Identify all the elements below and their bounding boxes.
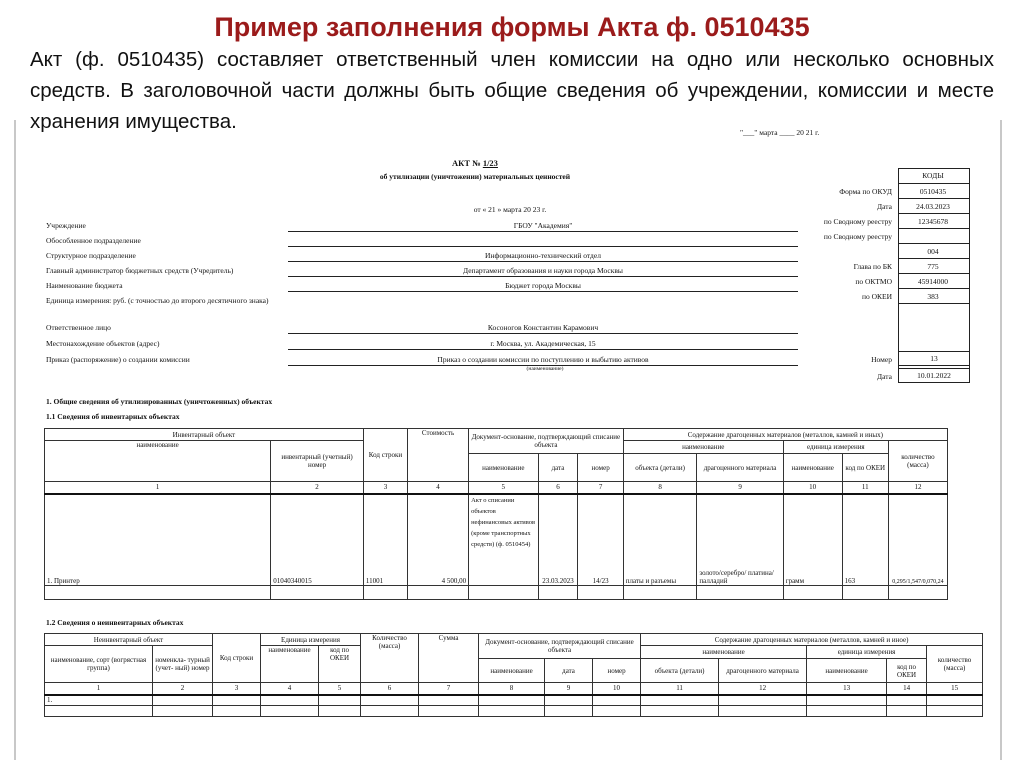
column-number: 4 <box>261 683 319 695</box>
section-1-2-heading: 1.2 Сведения о неинвентарных объектах <box>46 618 184 627</box>
column-number: 10 <box>593 683 641 695</box>
column-number: 6 <box>361 683 419 695</box>
table-header: Сумма <box>419 634 479 683</box>
table-header: номер <box>578 454 623 482</box>
top-date: "___" марта ____ 20 21 г. <box>740 128 820 137</box>
field-label: Единица измерения: руб. (с точностью до второго десятичного знака) <box>46 296 269 305</box>
table-header: номер <box>593 659 641 683</box>
column-number: 5 <box>469 482 538 494</box>
table-cell: грамм <box>783 494 842 586</box>
field-value: Информационно-технический отдел <box>485 251 601 260</box>
column-number: 11 <box>842 482 888 494</box>
code-label: Дата <box>877 202 892 211</box>
table-cell: Акт о списании объектов нефинансовых активов (кроме транспортных средств) (ф. 0510454) <box>469 494 538 586</box>
column-number: 10 <box>783 482 842 494</box>
table-header: Стоимость <box>408 429 469 482</box>
column-number: 11 <box>641 683 719 695</box>
column-number: 12 <box>719 683 807 695</box>
code-label: по Сводному реестру <box>823 232 892 241</box>
code-value: 0510435 <box>919 187 947 196</box>
table-header: наименование <box>623 441 783 454</box>
code-value: 45914000 <box>918 277 948 286</box>
table-header: наименование <box>783 454 842 482</box>
table-cell: платы и разъемы <box>623 494 697 586</box>
field-label: Местонахождение объектов (адрес) <box>46 339 160 348</box>
table-header: Количество (масса) <box>361 634 419 683</box>
table-cell: 4 500,00 <box>408 494 469 586</box>
table-header: Единица измерения <box>261 634 361 646</box>
column-number: 8 <box>479 683 545 695</box>
column-number: 1 <box>45 683 153 695</box>
code-label: Глава по БК <box>853 262 892 271</box>
table-header: Неинвентарный объект <box>45 634 213 646</box>
table-header: объекта (детали) <box>641 659 719 683</box>
column-number: 9 <box>697 482 783 494</box>
code-value: 004 <box>927 247 939 256</box>
table-cell: 0,295/1,547/0,070,24 <box>888 494 947 586</box>
code-value: 775 <box>927 262 939 271</box>
act-subtitle: об утилизации (уничтожении) материальных ценностей <box>379 172 571 181</box>
slide-title: Пример заполнения формы Акта ф. 0510435 <box>214 12 810 42</box>
scan-edge-left <box>14 120 22 760</box>
table-header: количество (масса) <box>927 646 983 683</box>
table-header: дата <box>538 454 578 482</box>
field-label: Обособленное подразделение <box>46 236 141 245</box>
column-number: 15 <box>927 683 983 695</box>
field-label: Наименование бюджета <box>46 281 123 290</box>
table-header: драгоценного материала <box>697 454 783 482</box>
field-label: Ответственное лицо <box>46 323 111 332</box>
column-number: 2 <box>153 683 213 695</box>
table-header: Документ-основание, подтверждающий списание объекта <box>469 429 624 454</box>
table-header: инвентарный (учетный) номер <box>271 441 364 482</box>
scan-edge-right <box>1000 120 1008 760</box>
codes-box <box>898 168 970 380</box>
column-number: 4 <box>408 482 469 494</box>
field-label: Приказ (распоряжение) о создании комиссии <box>46 355 190 364</box>
table-header: Код строки <box>213 634 261 683</box>
column-number: 13 <box>807 683 887 695</box>
table-cell: 1. <box>45 695 153 706</box>
column-number: 5 <box>319 683 361 695</box>
field-value: г. Москва, ул. Академическая, 15 <box>490 339 596 348</box>
table-header: наименование <box>45 441 271 482</box>
column-number: 12 <box>888 482 947 494</box>
table-header: количество (масса) <box>888 441 947 482</box>
act-title: АКТ № 1/23 <box>452 158 498 168</box>
column-number: 9 <box>545 683 593 695</box>
order-date-label: Дата <box>877 372 892 381</box>
field-value: Бюджет города Москвы <box>505 281 581 290</box>
section-1-1-heading: 1.1 Сведения об инвентарных объектах <box>46 412 180 421</box>
table-cell: 23.03.2023 <box>538 494 578 586</box>
table-header: наименование <box>479 659 545 683</box>
field-value: Приказ о создании комиссии по поступлению и выбытию активов <box>437 355 649 364</box>
field-label: Учреждение <box>46 221 86 230</box>
code-label: по Сводному реестру <box>823 217 892 226</box>
table-header: код по ОКЕИ <box>842 454 888 482</box>
order-number: 13 <box>898 351 970 366</box>
table-header: наименование <box>641 646 807 659</box>
table-cell: 01040340015 <box>271 494 364 586</box>
table-header: наименование <box>807 659 887 683</box>
table-header: объекта (детали) <box>623 454 697 482</box>
table-header: наименование <box>469 454 538 482</box>
table-header: дата <box>545 659 593 683</box>
code-value: 24.03.2023 <box>916 202 950 211</box>
column-number: 1 <box>45 482 271 494</box>
table-header: наименование, сорт (вогрястная группа) <box>45 646 153 683</box>
order-date: 10.01.2022 <box>898 368 970 383</box>
table-header: Инвентарный объект <box>45 429 364 441</box>
section-1-heading: 1. Общие сведения об утилизированных (уничтоженных) объектах <box>46 397 273 406</box>
order-hint: (наименование) <box>526 366 564 372</box>
codes-header: КОДЫ <box>922 171 944 180</box>
field-value: Косоногов Константин Карамович <box>487 323 599 332</box>
column-number: 6 <box>538 482 578 494</box>
column-number: 7 <box>578 482 623 494</box>
column-number: 3 <box>213 683 261 695</box>
table-header: Содержание драгоценных материалов (металлов, камней и иное) <box>641 634 983 646</box>
table-cell: 14/23 <box>578 494 623 586</box>
table-header: единица измерения <box>783 441 888 454</box>
column-number: 14 <box>887 683 927 695</box>
code-label: по ОКТМО <box>855 277 892 286</box>
order-number-label: Номер <box>871 355 892 364</box>
table-header: Код строки <box>363 429 407 482</box>
table-cell: 11001 <box>363 494 407 586</box>
act-date-line: от « 21 » марта 20 23 г. <box>473 205 547 214</box>
table-header: единица измерения <box>807 646 927 659</box>
code-label: по ОКЕИ <box>861 292 892 301</box>
column-number: 2 <box>271 482 364 494</box>
non-inventory-objects-table <box>44 633 983 717</box>
table-cell: золото/серебро/ платина/палладий <box>697 494 783 586</box>
field-label: Структурное подразделение <box>46 251 136 260</box>
code-value: 383 <box>927 292 939 301</box>
column-number: 8 <box>623 482 697 494</box>
inventory-objects-table <box>44 428 948 600</box>
code-label: Форма по ОКУД <box>839 187 892 196</box>
column-number: 7 <box>419 683 479 695</box>
table-header: Документ-основание, подтверждающий списание объекта <box>479 634 641 659</box>
table-header: код по ОКЕИ <box>319 646 361 683</box>
field-label: Главный администратор бюджетных средств (Учредитель) <box>46 266 234 275</box>
table-cell: 1. Принтер <box>45 494 271 586</box>
field-value: Департамент образования и науки города Москвы <box>463 266 623 275</box>
table-header: наименование <box>261 646 319 683</box>
column-number: 3 <box>363 482 407 494</box>
field-value: ГБОУ "Академия" <box>513 221 573 230</box>
table-header: драгоценного материала <box>719 659 807 683</box>
slide-intro: Акт (ф. 0510435) составляет ответственный член комиссии на одно или несколько основных средств. В заголовочной части должны быть общие сведения об учреждении, комиссии и месте хранения имущества. <box>30 48 994 133</box>
table-header: код по ОКЕИ <box>887 659 927 683</box>
table-header: номенкла- турный (учет- ный) номер <box>153 646 213 683</box>
table-cell: 163 <box>842 494 888 586</box>
code-value: 12345678 <box>918 217 948 226</box>
table-header: Содержание драгоценных материалов (металлов, камней и иных) <box>623 429 947 441</box>
